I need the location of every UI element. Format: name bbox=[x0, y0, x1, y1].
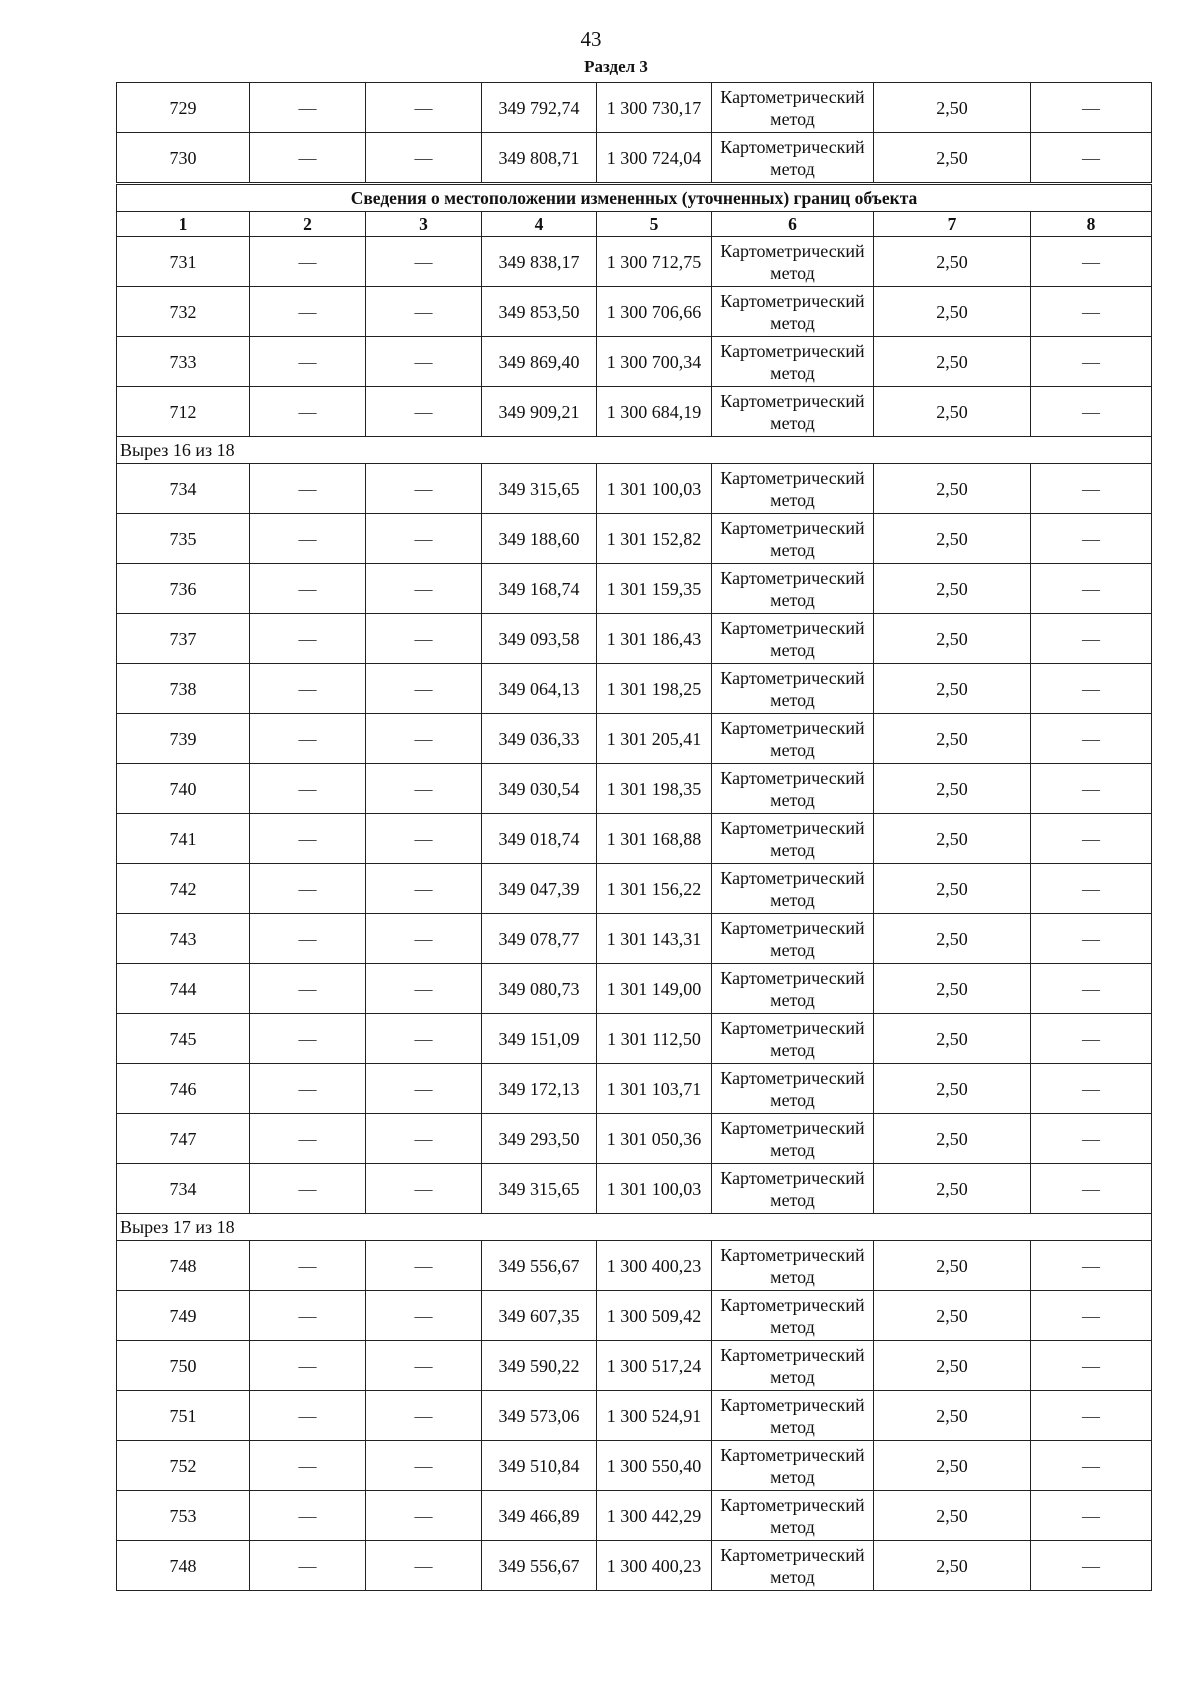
x-coordinate-cell: 349 853,50 bbox=[482, 287, 597, 337]
cutout-row bbox=[117, 1214, 1152, 1241]
y-coordinate-cell: 1 300 684,19 bbox=[597, 387, 712, 437]
table-row bbox=[117, 287, 1152, 337]
x-coordinate-cell: 349 168,74 bbox=[482, 564, 597, 614]
y-coordinate-cell: 1 300 400,23 bbox=[597, 1541, 712, 1591]
method-cell: Картометрический метод bbox=[712, 83, 874, 133]
accuracy-cell: 2,50 bbox=[874, 1541, 1031, 1591]
table-row bbox=[117, 814, 1152, 864]
description-cell: — bbox=[1031, 764, 1152, 814]
old-y-cell: — bbox=[366, 914, 482, 964]
y-coordinate-cell: 1 300 400,23 bbox=[597, 1241, 712, 1291]
table-row bbox=[117, 1291, 1152, 1341]
accuracy-cell: 2,50 bbox=[874, 337, 1031, 387]
method-cell: Картометрический метод bbox=[712, 287, 874, 337]
old-y-cell: — bbox=[366, 764, 482, 814]
point-number-cell: 730 bbox=[117, 133, 250, 184]
method-cell: Картометрический метод bbox=[712, 914, 874, 964]
x-coordinate-cell: 349 093,58 bbox=[482, 614, 597, 664]
point-number-cell: 736 bbox=[117, 564, 250, 614]
description-cell: — bbox=[1031, 287, 1152, 337]
description-cell: — bbox=[1031, 1164, 1152, 1214]
point-number-cell: 744 bbox=[117, 964, 250, 1014]
description-cell: — bbox=[1031, 83, 1152, 133]
old-y-cell: — bbox=[366, 1291, 482, 1341]
accuracy-cell: 2,50 bbox=[874, 287, 1031, 337]
y-coordinate-cell: 1 300 517,24 bbox=[597, 1341, 712, 1391]
method-cell: Картометрический метод bbox=[712, 133, 874, 184]
point-number-cell: 738 bbox=[117, 664, 250, 714]
accuracy-cell: 2,50 bbox=[874, 814, 1031, 864]
point-number-cell: 748 bbox=[117, 1241, 250, 1291]
cutout-label: Вырез 17 из 18 bbox=[117, 1214, 1152, 1241]
x-coordinate-cell: 349 315,65 bbox=[482, 1164, 597, 1214]
old-x-cell: — bbox=[250, 914, 366, 964]
x-coordinate-cell: 349 036,33 bbox=[482, 714, 597, 764]
point-number-cell: 741 bbox=[117, 814, 250, 864]
y-coordinate-cell: 1 301 050,36 bbox=[597, 1114, 712, 1164]
method-cell: Картометрический метод bbox=[712, 337, 874, 387]
x-coordinate-cell: 349 838,17 bbox=[482, 237, 597, 287]
table-row bbox=[117, 864, 1152, 914]
y-coordinate-cell: 1 301 205,41 bbox=[597, 714, 712, 764]
table-row bbox=[117, 464, 1152, 514]
table-row bbox=[117, 1241, 1152, 1291]
old-y-cell: — bbox=[366, 664, 482, 714]
y-coordinate-cell: 1 300 706,66 bbox=[597, 287, 712, 337]
description-cell: — bbox=[1031, 1114, 1152, 1164]
old-x-cell: — bbox=[250, 964, 366, 1014]
method-cell: Картометрический метод bbox=[712, 764, 874, 814]
x-coordinate-cell: 349 315,65 bbox=[482, 464, 597, 514]
accuracy-cell: 2,50 bbox=[874, 1291, 1031, 1341]
table-row bbox=[117, 1064, 1152, 1114]
description-cell: — bbox=[1031, 714, 1152, 764]
old-y-cell: — bbox=[366, 464, 482, 514]
x-coordinate-cell: 349 573,06 bbox=[482, 1391, 597, 1441]
description-cell: — bbox=[1031, 564, 1152, 614]
old-x-cell: — bbox=[250, 1014, 366, 1064]
table-row bbox=[117, 83, 1152, 133]
table-row bbox=[117, 387, 1152, 437]
page-number: 43 bbox=[580, 27, 602, 51]
old-x-cell: — bbox=[250, 83, 366, 133]
old-y-cell: — bbox=[366, 133, 482, 184]
y-coordinate-cell: 1 300 730,17 bbox=[597, 83, 712, 133]
y-coordinate-cell: 1 300 724,04 bbox=[597, 133, 712, 184]
old-x-cell: — bbox=[250, 1441, 366, 1491]
old-y-cell: — bbox=[366, 1014, 482, 1064]
method-cell: Картометрический метод bbox=[712, 1391, 874, 1441]
point-number-cell: 712 bbox=[117, 387, 250, 437]
method-cell: Картометрический метод bbox=[712, 1441, 874, 1491]
point-number-cell: 753 bbox=[117, 1491, 250, 1541]
x-coordinate-cell: 349 064,13 bbox=[482, 664, 597, 714]
x-coordinate-cell: 349 188,60 bbox=[482, 514, 597, 564]
column-number: 3 bbox=[366, 212, 482, 237]
column-number: 6 bbox=[712, 212, 874, 237]
section-title: Раздел 3 bbox=[584, 57, 648, 76]
x-coordinate-cell: 349 556,67 bbox=[482, 1241, 597, 1291]
table-row bbox=[117, 1441, 1152, 1491]
old-y-cell: — bbox=[366, 83, 482, 133]
method-cell: Картометрический метод bbox=[712, 1014, 874, 1064]
x-coordinate-cell: 349 080,73 bbox=[482, 964, 597, 1014]
method-cell: Картометрический метод bbox=[712, 564, 874, 614]
y-coordinate-cell: 1 300 550,40 bbox=[597, 1441, 712, 1491]
accuracy-cell: 2,50 bbox=[874, 1164, 1031, 1214]
method-cell: Картометрический метод bbox=[712, 714, 874, 764]
old-y-cell: — bbox=[366, 237, 482, 287]
y-coordinate-cell: 1 301 149,00 bbox=[597, 964, 712, 1014]
y-coordinate-cell: 1 301 159,35 bbox=[597, 564, 712, 614]
x-coordinate-cell: 349 151,09 bbox=[482, 1014, 597, 1064]
description-cell: — bbox=[1031, 664, 1152, 714]
y-coordinate-cell: 1 301 198,35 bbox=[597, 764, 712, 814]
table-row bbox=[117, 664, 1152, 714]
old-x-cell: — bbox=[250, 1391, 366, 1441]
accuracy-cell: 2,50 bbox=[874, 664, 1031, 714]
old-x-cell: — bbox=[250, 714, 366, 764]
method-cell: Картометрический метод bbox=[712, 1241, 874, 1291]
column-number: 7 bbox=[874, 212, 1031, 237]
y-coordinate-cell: 1 301 112,50 bbox=[597, 1014, 712, 1064]
table-row bbox=[117, 714, 1152, 764]
method-cell: Картометрический метод bbox=[712, 1341, 874, 1391]
old-y-cell: — bbox=[366, 1491, 482, 1541]
cutout-label: Вырез 16 из 18 bbox=[117, 437, 1152, 464]
old-y-cell: — bbox=[366, 1241, 482, 1291]
description-cell: — bbox=[1031, 1291, 1152, 1341]
old-y-cell: — bbox=[366, 1114, 482, 1164]
table-row bbox=[117, 914, 1152, 964]
column-number: 4 bbox=[482, 212, 597, 237]
section-heading: Сведения о местоположении измененных (уточненных) границ объекта bbox=[117, 184, 1152, 212]
old-x-cell: — bbox=[250, 237, 366, 287]
old-x-cell: — bbox=[250, 387, 366, 437]
old-y-cell: — bbox=[366, 287, 482, 337]
description-cell: — bbox=[1031, 1491, 1152, 1541]
point-number-cell: 748 bbox=[117, 1541, 250, 1591]
accuracy-cell: 2,50 bbox=[874, 83, 1031, 133]
method-cell: Картометрический метод bbox=[712, 387, 874, 437]
description-cell: — bbox=[1031, 514, 1152, 564]
old-x-cell: — bbox=[250, 564, 366, 614]
y-coordinate-cell: 1 300 442,29 bbox=[597, 1491, 712, 1541]
accuracy-cell: 2,50 bbox=[874, 1014, 1031, 1064]
point-number-cell: 734 bbox=[117, 1164, 250, 1214]
y-coordinate-cell: 1 300 712,75 bbox=[597, 237, 712, 287]
point-number-cell: 750 bbox=[117, 1341, 250, 1391]
description-cell: — bbox=[1031, 814, 1152, 864]
old-x-cell: — bbox=[250, 133, 366, 184]
point-number-cell: 752 bbox=[117, 1441, 250, 1491]
y-coordinate-cell: 1 301 168,88 bbox=[597, 814, 712, 864]
cutout-row bbox=[117, 437, 1152, 464]
old-x-cell: — bbox=[250, 1064, 366, 1114]
point-number-cell: 740 bbox=[117, 764, 250, 814]
old-y-cell: — bbox=[366, 814, 482, 864]
method-cell: Картометрический метод bbox=[712, 664, 874, 714]
old-x-cell: — bbox=[250, 464, 366, 514]
accuracy-cell: 2,50 bbox=[874, 464, 1031, 514]
old-x-cell: — bbox=[250, 1164, 366, 1214]
x-coordinate-cell: 349 556,67 bbox=[482, 1541, 597, 1591]
description-cell: — bbox=[1031, 1241, 1152, 1291]
point-number-cell: 729 bbox=[117, 83, 250, 133]
x-coordinate-cell: 349 030,54 bbox=[482, 764, 597, 814]
old-x-cell: — bbox=[250, 764, 366, 814]
y-coordinate-cell: 1 301 152,82 bbox=[597, 514, 712, 564]
old-y-cell: — bbox=[366, 387, 482, 437]
accuracy-cell: 2,50 bbox=[874, 1441, 1031, 1491]
method-cell: Картометрический метод bbox=[712, 1541, 874, 1591]
table-row bbox=[117, 1341, 1152, 1391]
x-coordinate-cell: 349 869,40 bbox=[482, 337, 597, 387]
table-row bbox=[117, 1491, 1152, 1541]
x-coordinate-cell: 349 607,35 bbox=[482, 1291, 597, 1341]
point-number-cell: 731 bbox=[117, 237, 250, 287]
y-coordinate-cell: 1 301 103,71 bbox=[597, 1064, 712, 1114]
x-coordinate-cell: 349 172,13 bbox=[482, 1064, 597, 1114]
table-row bbox=[117, 133, 1152, 184]
table-row bbox=[117, 1014, 1152, 1064]
table-row bbox=[117, 614, 1152, 664]
description-cell: — bbox=[1031, 1341, 1152, 1391]
point-number-cell: 739 bbox=[117, 714, 250, 764]
table-row bbox=[117, 237, 1152, 287]
old-x-cell: — bbox=[250, 1491, 366, 1541]
accuracy-cell: 2,50 bbox=[874, 914, 1031, 964]
accuracy-cell: 2,50 bbox=[874, 1241, 1031, 1291]
accuracy-cell: 2,50 bbox=[874, 387, 1031, 437]
description-cell: — bbox=[1031, 864, 1152, 914]
point-number-cell: 732 bbox=[117, 287, 250, 337]
old-y-cell: — bbox=[366, 864, 482, 914]
method-cell: Картометрический метод bbox=[712, 1164, 874, 1214]
accuracy-cell: 2,50 bbox=[874, 1491, 1031, 1541]
y-coordinate-cell: 1 301 186,43 bbox=[597, 614, 712, 664]
point-number-cell: 746 bbox=[117, 1064, 250, 1114]
y-coordinate-cell: 1 300 509,42 bbox=[597, 1291, 712, 1341]
point-number-cell: 737 bbox=[117, 614, 250, 664]
description-cell: — bbox=[1031, 914, 1152, 964]
column-number-row bbox=[117, 212, 1152, 237]
method-cell: Картометрический метод bbox=[712, 237, 874, 287]
description-cell: — bbox=[1031, 237, 1152, 287]
accuracy-cell: 2,50 bbox=[874, 864, 1031, 914]
x-coordinate-cell: 349 293,50 bbox=[482, 1114, 597, 1164]
point-number-cell: 743 bbox=[117, 914, 250, 964]
old-y-cell: — bbox=[366, 614, 482, 664]
old-y-cell: — bbox=[366, 1441, 482, 1491]
y-coordinate-cell: 1 301 100,03 bbox=[597, 464, 712, 514]
old-y-cell: — bbox=[366, 564, 482, 614]
old-x-cell: — bbox=[250, 1541, 366, 1591]
old-x-cell: — bbox=[250, 1241, 366, 1291]
table-row bbox=[117, 1164, 1152, 1214]
method-cell: Картометрический метод bbox=[712, 614, 874, 664]
description-cell: — bbox=[1031, 337, 1152, 387]
description-cell: — bbox=[1031, 614, 1152, 664]
method-cell: Картометрический метод bbox=[712, 1291, 874, 1341]
x-coordinate-cell: 349 466,89 bbox=[482, 1491, 597, 1541]
accuracy-cell: 2,50 bbox=[874, 514, 1031, 564]
method-cell: Картометрический метод bbox=[712, 514, 874, 564]
accuracy-cell: 2,50 bbox=[874, 1114, 1031, 1164]
description-cell: — bbox=[1031, 964, 1152, 1014]
x-coordinate-cell: 349 808,71 bbox=[482, 133, 597, 184]
method-cell: Картометрический метод bbox=[712, 864, 874, 914]
method-cell: Картометрический метод bbox=[712, 1064, 874, 1114]
table-row bbox=[117, 1541, 1152, 1591]
accuracy-cell: 2,50 bbox=[874, 1391, 1031, 1441]
old-x-cell: — bbox=[250, 514, 366, 564]
accuracy-cell: 2,50 bbox=[874, 764, 1031, 814]
old-y-cell: — bbox=[366, 514, 482, 564]
y-coordinate-cell: 1 300 524,91 bbox=[597, 1391, 712, 1441]
point-number-cell: 733 bbox=[117, 337, 250, 387]
y-coordinate-cell: 1 301 156,22 bbox=[597, 864, 712, 914]
description-cell: — bbox=[1031, 133, 1152, 184]
accuracy-cell: 2,50 bbox=[874, 614, 1031, 664]
column-number: 1 bbox=[117, 212, 250, 237]
old-y-cell: — bbox=[366, 1164, 482, 1214]
description-cell: — bbox=[1031, 1391, 1152, 1441]
old-y-cell: — bbox=[366, 714, 482, 764]
old-x-cell: — bbox=[250, 1114, 366, 1164]
old-x-cell: — bbox=[250, 337, 366, 387]
table-row bbox=[117, 964, 1152, 1014]
table-row bbox=[117, 514, 1152, 564]
accuracy-cell: 2,50 bbox=[874, 237, 1031, 287]
point-number-cell: 751 bbox=[117, 1391, 250, 1441]
x-coordinate-cell: 349 047,39 bbox=[482, 864, 597, 914]
x-coordinate-cell: 349 590,22 bbox=[482, 1341, 597, 1391]
accuracy-cell: 2,50 bbox=[874, 964, 1031, 1014]
old-x-cell: — bbox=[250, 614, 366, 664]
y-coordinate-cell: 1 301 100,03 bbox=[597, 1164, 712, 1214]
x-coordinate-cell: 349 909,21 bbox=[482, 387, 597, 437]
point-number-cell: 742 bbox=[117, 864, 250, 914]
column-number: 2 bbox=[250, 212, 366, 237]
accuracy-cell: 2,50 bbox=[874, 714, 1031, 764]
point-number-cell: 734 bbox=[117, 464, 250, 514]
accuracy-cell: 2,50 bbox=[874, 564, 1031, 614]
old-x-cell: — bbox=[250, 664, 366, 714]
point-number-cell: 735 bbox=[117, 514, 250, 564]
method-cell: Картометрический метод bbox=[712, 1114, 874, 1164]
old-y-cell: — bbox=[366, 964, 482, 1014]
old-x-cell: — bbox=[250, 287, 366, 337]
old-x-cell: — bbox=[250, 1291, 366, 1341]
description-cell: — bbox=[1031, 1064, 1152, 1114]
method-cell: Картометрический метод bbox=[712, 1491, 874, 1541]
section-heading-row bbox=[117, 184, 1152, 212]
x-coordinate-cell: 349 018,74 bbox=[482, 814, 597, 864]
accuracy-cell: 2,50 bbox=[874, 1064, 1031, 1114]
old-x-cell: — bbox=[250, 1341, 366, 1391]
point-number-cell: 747 bbox=[117, 1114, 250, 1164]
y-coordinate-cell: 1 301 143,31 bbox=[597, 914, 712, 964]
old-x-cell: — bbox=[250, 814, 366, 864]
old-y-cell: — bbox=[366, 1541, 482, 1591]
point-number-cell: 745 bbox=[117, 1014, 250, 1064]
y-coordinate-cell: 1 301 198,25 bbox=[597, 664, 712, 714]
table-row bbox=[117, 564, 1152, 614]
old-y-cell: — bbox=[366, 1341, 482, 1391]
accuracy-cell: 2,50 bbox=[874, 1341, 1031, 1391]
table-row bbox=[117, 337, 1152, 387]
old-y-cell: — bbox=[366, 1391, 482, 1441]
description-cell: — bbox=[1031, 464, 1152, 514]
column-number: 5 bbox=[597, 212, 712, 237]
coordinates-table bbox=[116, 82, 1152, 1591]
x-coordinate-cell: 349 510,84 bbox=[482, 1441, 597, 1491]
description-cell: — bbox=[1031, 387, 1152, 437]
old-y-cell: — bbox=[366, 1064, 482, 1114]
description-cell: — bbox=[1031, 1541, 1152, 1591]
y-coordinate-cell: 1 300 700,34 bbox=[597, 337, 712, 387]
accuracy-cell: 2,50 bbox=[874, 133, 1031, 184]
old-y-cell: — bbox=[366, 337, 482, 387]
method-cell: Картометрический метод bbox=[712, 464, 874, 514]
point-number-cell: 749 bbox=[117, 1291, 250, 1341]
old-x-cell: — bbox=[250, 864, 366, 914]
method-cell: Картометрический метод bbox=[712, 964, 874, 1014]
table-row bbox=[117, 1114, 1152, 1164]
x-coordinate-cell: 349 792,74 bbox=[482, 83, 597, 133]
method-cell: Картометрический метод bbox=[712, 814, 874, 864]
table-row bbox=[117, 764, 1152, 814]
column-number: 8 bbox=[1031, 212, 1152, 237]
description-cell: — bbox=[1031, 1441, 1152, 1491]
table-body bbox=[117, 83, 1152, 1591]
description-cell: — bbox=[1031, 1014, 1152, 1064]
x-coordinate-cell: 349 078,77 bbox=[482, 914, 597, 964]
table-row bbox=[117, 1391, 1152, 1441]
